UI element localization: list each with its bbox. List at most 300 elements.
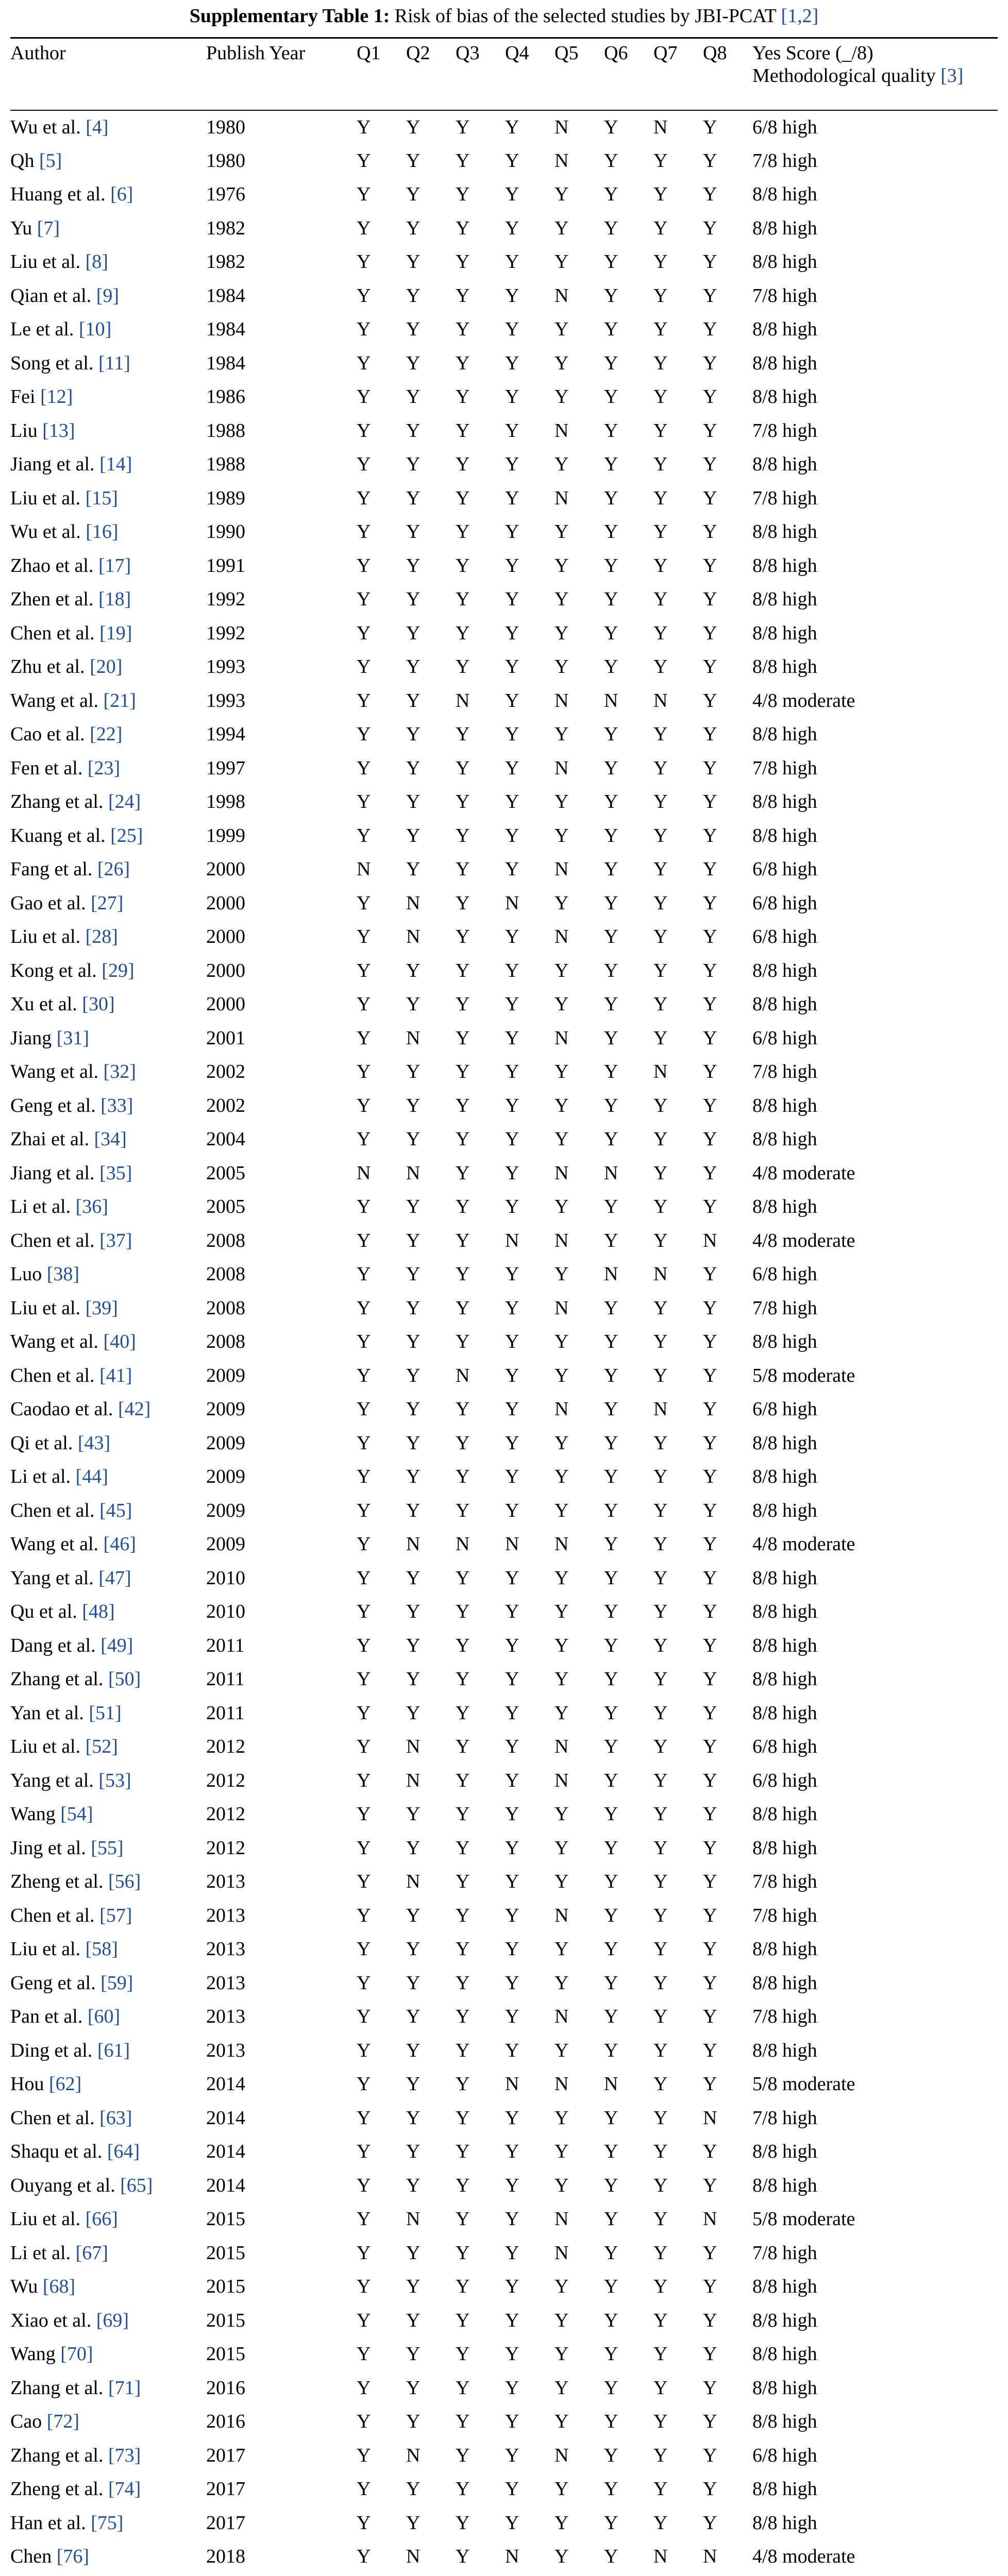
author-name: Zhang et al. — [10, 2377, 104, 2399]
author-citation-link[interactable]: [45] — [99, 1499, 132, 1521]
cell-q8: Y — [703, 116, 717, 138]
author-name: Pan et al. — [10, 2006, 83, 2028]
cell-q3: Y — [456, 588, 470, 611]
author-citation-link[interactable]: [52] — [85, 1736, 118, 1758]
author-name: Wang — [10, 1803, 56, 1825]
cell-q5: Y — [555, 2377, 569, 2399]
table-row — [10, 1157, 998, 1191]
author-name: Li et al. — [10, 1466, 71, 1488]
cell-q4: Y — [505, 1938, 519, 1960]
cell-q1: Y — [357, 1263, 371, 1285]
cell-q7: Y — [653, 926, 668, 948]
author-citation-link[interactable]: [31] — [56, 1027, 90, 1049]
cell-score: 8/8 high — [752, 1803, 817, 1825]
cell-q6: N — [604, 689, 618, 711]
author-citation-link[interactable]: [54] — [60, 1803, 93, 1825]
cell-author — [10, 2236, 206, 2270]
cell-score: 5/8 moderate — [752, 2208, 855, 2230]
author-citation-link[interactable]: [63] — [99, 2107, 132, 2129]
cell-q4: Y — [505, 217, 519, 239]
author-name: Jiang — [10, 1027, 52, 1049]
cell-q7: Y — [653, 1904, 668, 1926]
cell-author — [10, 212, 206, 246]
cell-q2: Y — [406, 318, 421, 341]
cell-author — [10, 2067, 206, 2102]
cell-q6: Y — [604, 1904, 618, 1926]
cell-publish-year: 2017 — [206, 2478, 245, 2500]
cell-q7: Y — [653, 2141, 668, 2163]
author-citation-link[interactable]: [23] — [87, 757, 121, 779]
cell-q5: N — [555, 419, 569, 442]
author-name: Zheng et al. — [10, 1871, 104, 1893]
author-citation-link[interactable]: [60] — [87, 2006, 121, 2028]
author-citation-link[interactable]: [11] — [98, 352, 130, 374]
cell-q1: Y — [357, 1972, 371, 1994]
cell-publish-year: 2011 — [206, 1702, 245, 1724]
cell-q6: Y — [604, 757, 618, 779]
cell-q6: Y — [604, 959, 618, 981]
cell-q4: N — [505, 2073, 519, 2095]
cell-score: 5/8 moderate — [752, 2073, 855, 2095]
cell-q1: N — [357, 1162, 371, 1184]
cell-author — [10, 1865, 206, 1899]
author-citation-link[interactable]: [75] — [91, 2512, 124, 2534]
cell-q8: Y — [703, 892, 717, 914]
author-citation-link[interactable]: [73] — [108, 2444, 141, 2466]
cell-q4: Y — [505, 858, 519, 880]
cell-score: 8/8 high — [752, 217, 817, 239]
cell-author — [10, 718, 206, 752]
author-citation-link[interactable]: [64] — [107, 2141, 140, 2163]
cell-q2: Y — [406, 757, 421, 779]
author-citation-link[interactable]: [43] — [77, 1432, 111, 1454]
cell-q7: Y — [653, 2343, 668, 2365]
cell-q6: Y — [604, 1668, 618, 1690]
cell-q4: Y — [505, 1904, 519, 1926]
cell-q2: Y — [406, 2512, 421, 2534]
cell-author — [10, 1359, 206, 1393]
cell-q3: Y — [456, 2512, 470, 2534]
author-citation-link[interactable]: [14] — [99, 453, 132, 476]
author-citation-link[interactable]: [24] — [108, 791, 141, 813]
cell-q7 — [653, 2574, 703, 2576]
table-row — [10, 2405, 998, 2439]
author-citation-link[interactable]: [26] — [97, 858, 130, 880]
author-citation-link[interactable]: [56] — [108, 1871, 141, 1893]
author-name: Wang et al. — [10, 1533, 99, 1555]
author-name: Yu — [10, 217, 32, 239]
cell-q1: Y — [357, 1702, 371, 1724]
author-citation-link[interactable]: [74] — [108, 2478, 141, 2500]
cell-score: 4/8 moderate — [752, 1229, 855, 1251]
author-citation-link[interactable]: [51] — [89, 1702, 122, 1724]
author-citation-link[interactable]: [19] — [99, 622, 132, 644]
cell-score: 8/8 high — [752, 1837, 817, 1859]
cell-q3: Y — [456, 622, 470, 644]
cell-publish-year: 2005 — [206, 1196, 245, 1218]
cell-publish-year: 2001 — [206, 1027, 245, 1049]
cell-q7: Y — [653, 149, 668, 172]
cell-q1: Y — [357, 318, 371, 341]
author-citation-link[interactable]: [5] — [39, 149, 62, 172]
cell-q2: Y — [406, 858, 421, 880]
cell-q8: N — [703, 2208, 717, 2230]
author-citation-link[interactable]: [6] — [110, 183, 133, 206]
cell-q7: Y — [653, 2478, 668, 2500]
cell-q3: Y — [456, 824, 470, 846]
author-citation-link[interactable]: [55] — [91, 1837, 124, 1859]
author-name: Song et al. — [10, 352, 94, 374]
header-author: Author — [10, 42, 66, 64]
header-q5: Q5 — [555, 42, 579, 64]
cell-score: 8/8 high — [752, 1601, 817, 1623]
cell-q3: Y — [456, 1972, 470, 1994]
author-citation-link[interactable]: [41] — [99, 1364, 132, 1386]
author-name: Zheng et al. — [10, 2478, 104, 2500]
cell-q1: Y — [357, 183, 371, 206]
author-citation-link[interactable]: [48] — [82, 1601, 115, 1623]
cell-q8: Y — [703, 2309, 717, 2331]
author-citation-link[interactable]: [17] — [98, 554, 131, 577]
cell-q7: N — [653, 1061, 668, 1083]
author-citation-link[interactable]: [39] — [85, 1297, 118, 1319]
cell-q3: Y — [456, 2276, 470, 2298]
cell-q4: N — [505, 1533, 519, 1555]
cell-score: 7/8 high — [752, 487, 817, 509]
author-citation-link[interactable]: [32] — [103, 1061, 136, 1083]
table-row — [10, 2472, 998, 2506]
author-citation-link[interactable]: [35] — [99, 1162, 132, 1184]
author-citation-link[interactable]: [42] — [117, 1398, 151, 1420]
cell-q6: Y — [604, 2006, 618, 2028]
cell-q7: Y — [653, 2174, 668, 2196]
cell-q8: Y — [703, 2174, 717, 2196]
cell-publish-year: 2009 — [206, 1466, 245, 1488]
cell-q4: N — [505, 892, 519, 914]
author-citation-link[interactable]: [70] — [60, 2343, 93, 2365]
cell-score: 8/8 high — [752, 2343, 817, 2365]
cell-q3: Y — [456, 183, 470, 206]
cell-q1: Y — [357, 2174, 371, 2196]
cell-publish-year: 2014 — [206, 2073, 245, 2095]
cell-q7: Y — [653, 521, 668, 543]
cell-publish-year: 1989 — [206, 487, 245, 509]
table-row — [10, 684, 998, 718]
cell-publish-year: 2013 — [206, 1871, 245, 1893]
cell-q2: Y — [406, 1634, 421, 1656]
author-citation-link[interactable]: [76] — [56, 2546, 90, 2568]
cell-q6: Y — [604, 521, 618, 543]
author-citation-link[interactable]: [27] — [91, 892, 124, 914]
table-row — [10, 549, 998, 583]
header-score — [752, 38, 998, 110]
cell-q7: Y — [653, 1432, 668, 1454]
cell-q5: Y — [555, 2309, 569, 2331]
cell-q3 — [456, 2574, 505, 2576]
cell-q2: Y — [406, 723, 421, 745]
cell-q7: Y — [653, 1601, 668, 1623]
author-citation-link[interactable]: [59] — [100, 1972, 133, 1994]
cell-author — [10, 1629, 206, 1663]
cell-q5: Y — [555, 1837, 569, 1859]
cell-q4: Y — [505, 521, 519, 543]
author-citation-link[interactable]: [69] — [96, 2309, 129, 2331]
cell-q8: Y — [703, 251, 717, 273]
cell-q2: Y — [406, 1331, 421, 1353]
table-row — [10, 1764, 998, 1798]
cell-q4: Y — [505, 993, 519, 1015]
cell-q7: N — [653, 1398, 668, 1420]
author-citation-link[interactable]: [30] — [82, 993, 115, 1015]
cell-q2: Y — [406, 217, 421, 239]
cell-q1: N — [357, 858, 371, 880]
cell-publish-year: 1980 — [206, 149, 245, 172]
author-citation-link[interactable]: [36] — [75, 1196, 108, 1218]
author-citation-link[interactable]: [25] — [110, 824, 143, 846]
author-citation-link[interactable]: [57] — [99, 1904, 132, 1926]
cell-q3: Y — [456, 959, 470, 981]
cell-q5: Y — [555, 1196, 569, 1218]
cell-q4: N — [505, 2546, 519, 2568]
cell-q1: Y — [357, 487, 371, 509]
author-citation-link[interactable]: [18] — [98, 588, 131, 611]
cell-score: 8/8 high — [752, 1972, 817, 1994]
cell-q4: Y — [505, 1263, 519, 1285]
cell-score: 7/8 high — [752, 419, 817, 442]
author-name: Wang — [10, 2343, 56, 2365]
cell-q6: Y — [604, 1364, 618, 1386]
cell-q2: Y — [406, 1364, 421, 1386]
cell-q3: Y — [456, 149, 470, 172]
cell-q5: N — [555, 487, 569, 509]
cell-q8: Y — [703, 1364, 717, 1386]
author-citation-link[interactable]: [38] — [46, 1263, 80, 1285]
author-citation-link[interactable]: [50] — [108, 1668, 141, 1690]
cell-q2: Y — [406, 554, 421, 577]
cell-score: 8/8 high — [752, 1634, 817, 1656]
cell-q5: Y — [555, 2174, 569, 2196]
table-row — [10, 617, 998, 651]
cell-q6: Y — [604, 723, 618, 745]
cell-q3: Y — [456, 1432, 470, 1454]
table-row — [10, 1933, 998, 1967]
cell-q6: Y — [604, 2039, 618, 2061]
author-citation-link[interactable]: [9] — [96, 284, 120, 307]
author-citation-link[interactable]: [20] — [90, 656, 123, 678]
cell-q1: Y — [357, 1601, 371, 1623]
cell-q4: Y — [505, 1061, 519, 1083]
cell-q5: Y — [555, 2039, 569, 2061]
author-citation-link[interactable]: [53] — [98, 1769, 131, 1791]
cell-q4: Y — [505, 419, 519, 442]
author-citation-link[interactable]: [47] — [98, 1567, 131, 1589]
cell-q6: Y — [604, 1702, 618, 1724]
caption-citation-link[interactable]: [1,2] — [781, 5, 819, 27]
cell-q4: Y — [505, 1432, 519, 1454]
cell-q5: Y — [555, 1668, 569, 1690]
cell-publish-year: 2012 — [206, 1803, 245, 1825]
author-citation-link[interactable]: [8] — [85, 251, 108, 273]
cell-q1: Y — [357, 1567, 371, 1589]
author-name: Yan et al. — [10, 1702, 84, 1724]
cell-q5: Y — [555, 723, 569, 745]
cell-q7: Y — [653, 318, 668, 341]
cell-q5: Y — [555, 1803, 569, 1825]
author-citation-link[interactable]: [28] — [85, 926, 118, 948]
cell-publish-year: 2000 — [206, 993, 245, 1015]
cell-q4: Y — [505, 656, 519, 678]
cell-q5 — [555, 2574, 604, 2576]
author-citation-link[interactable]: [33] — [100, 1094, 133, 1116]
cell-author — [10, 2506, 206, 2540]
table-row — [10, 1393, 998, 1427]
author-citation-link[interactable]: [49] — [100, 1634, 133, 1656]
cell-q7: Y — [653, 251, 668, 273]
table-row — [10, 1528, 998, 1562]
cell-q2: Y — [406, 2039, 421, 2061]
cell-q7: Y — [653, 2208, 668, 2230]
cell-q1: Y — [357, 1196, 371, 1218]
table-row — [10, 1460, 998, 1494]
cell-q3: Y — [456, 926, 470, 948]
author-citation-link[interactable]: [13] — [42, 419, 75, 442]
cell-q7: N — [653, 116, 668, 138]
cell-q3: Y — [456, 1263, 470, 1285]
cell-q8: Y — [703, 1398, 717, 1420]
author-citation-link[interactable]: [7] — [37, 217, 60, 239]
author-citation-link[interactable]: [68] — [42, 2276, 76, 2298]
cell-q7: Y — [653, 1331, 668, 1353]
author-name: Huang et al. — [10, 183, 106, 206]
table-row — [10, 1697, 998, 1731]
cell-q5: Y — [555, 2107, 569, 2129]
cell-q8: Y — [703, 1736, 717, 1758]
author-citation-link[interactable]: [15] — [85, 487, 118, 509]
author-citation-link[interactable]: [21] — [103, 689, 136, 711]
author-citation-link[interactable]: [71] — [108, 2377, 141, 2399]
author-citation-link[interactable]: [10] — [78, 318, 112, 341]
cell-publish-year: 1980 — [206, 116, 245, 138]
cell-q2: Y — [406, 1094, 421, 1116]
cell-publish-year: 1990 — [206, 521, 245, 543]
cell-author — [10, 2337, 206, 2371]
cell-q8: Y — [703, 1162, 717, 1184]
cell-q2: Y — [406, 1668, 421, 1690]
cell-q3: Y — [456, 1769, 470, 1791]
author-citation-link[interactable]: [34] — [94, 1128, 127, 1150]
cell-q4: Y — [505, 622, 519, 644]
cell-publish-year: 2013 — [206, 1904, 245, 1926]
author-citation-link[interactable]: [58] — [85, 1938, 118, 1960]
cell-q4: Y — [505, 251, 519, 273]
cell-q2: Y — [406, 959, 421, 981]
cell-q2: Y — [406, 2309, 421, 2331]
cell-publish-year: 2013 — [206, 1972, 245, 1994]
cell-q8: Y — [703, 2512, 717, 2534]
cell-q6: Y — [604, 318, 618, 341]
author-citation-link[interactable]: [44] — [75, 1466, 108, 1488]
cell-q2: Y — [406, 1803, 421, 1825]
cell-author — [10, 1190, 206, 1224]
cell-q5: N — [555, 2208, 569, 2230]
cell-q3: Y — [456, 251, 470, 273]
cell-q2: Y — [406, 251, 421, 273]
cell-q4: Y — [505, 2141, 519, 2163]
author-citation-link[interactable]: [46] — [103, 1533, 136, 1555]
cell-score: 6/8 high — [752, 926, 817, 948]
cell-publish-year: 1993 — [206, 689, 245, 711]
author-citation-link[interactable]: [67] — [75, 2242, 108, 2264]
table-row — [10, 380, 998, 414]
author-citation-link[interactable]: [29] — [102, 959, 135, 981]
cell-q4: Y — [505, 588, 519, 611]
author-citation-link[interactable]: [12] — [40, 386, 73, 408]
cell-q4: Y — [505, 2107, 519, 2129]
table-row — [10, 887, 998, 921]
header-score-citation-link[interactable]: [3] — [940, 65, 964, 87]
author-citation-link[interactable]: [72] — [46, 2411, 80, 2433]
cell-q6: Y — [604, 2411, 618, 2433]
author-name: Han et al. — [10, 2512, 86, 2534]
cell-q2: Y — [406, 2343, 421, 2365]
author-citation-link[interactable]: [66] — [85, 2208, 118, 2230]
cell-q5: N — [555, 284, 569, 307]
cell-q8: Y — [703, 858, 717, 880]
cell-q2: Y — [406, 1972, 421, 1994]
cell-author — [10, 1325, 206, 1359]
author-citation-link[interactable]: [22] — [90, 723, 123, 745]
cell-q2: N — [406, 1027, 421, 1049]
author-citation-link[interactable]: [16] — [86, 521, 119, 543]
author-citation-link[interactable]: [62] — [48, 2073, 82, 2095]
cell-q8: Y — [703, 2073, 717, 2095]
cell-q6: Y — [604, 1567, 618, 1589]
cell-q2: Y — [406, 588, 421, 611]
author-citation-link[interactable]: [61] — [97, 2039, 130, 2061]
author-name: Fei — [10, 386, 36, 408]
cell-author — [10, 380, 206, 414]
cell-q1: Y — [357, 791, 371, 813]
cell-q8: Y — [703, 2343, 717, 2365]
cell-author — [10, 515, 206, 549]
cell-q4: Y — [505, 1466, 519, 1488]
cell-q7: Y — [653, 2444, 668, 2466]
cell-author — [10, 650, 206, 684]
author-citation-link[interactable]: [65] — [120, 2174, 153, 2196]
cell-score: 8/8 high — [752, 1196, 817, 1218]
cell-author — [10, 279, 206, 313]
cell-q5: N — [555, 926, 569, 948]
cell-q7: Y — [653, 2107, 668, 2129]
table-row — [10, 752, 998, 786]
author-name: Wu et al. — [10, 116, 81, 138]
cell-q8: Y — [703, 1196, 717, 1218]
cell-q4: Y — [505, 1196, 519, 1218]
cell-score: 7/8 high — [752, 757, 817, 779]
author-citation-link[interactable]: [4] — [86, 116, 109, 138]
cell-q5: Y — [555, 1061, 569, 1083]
cell-q3: Y — [456, 1162, 470, 1184]
cell-q1 — [357, 2574, 406, 2576]
cell-q5: Y — [555, 656, 569, 678]
caption-label: Supplementary Table 1: — [189, 5, 390, 27]
author-citation-link[interactable]: [37] — [99, 1229, 132, 1251]
cell-author — [10, 819, 206, 853]
author-citation-link[interactable]: [40] — [103, 1331, 136, 1353]
table-row — [10, 144, 998, 178]
cell-q5: Y — [555, 1263, 569, 1285]
cell-q5: Y — [555, 217, 569, 239]
